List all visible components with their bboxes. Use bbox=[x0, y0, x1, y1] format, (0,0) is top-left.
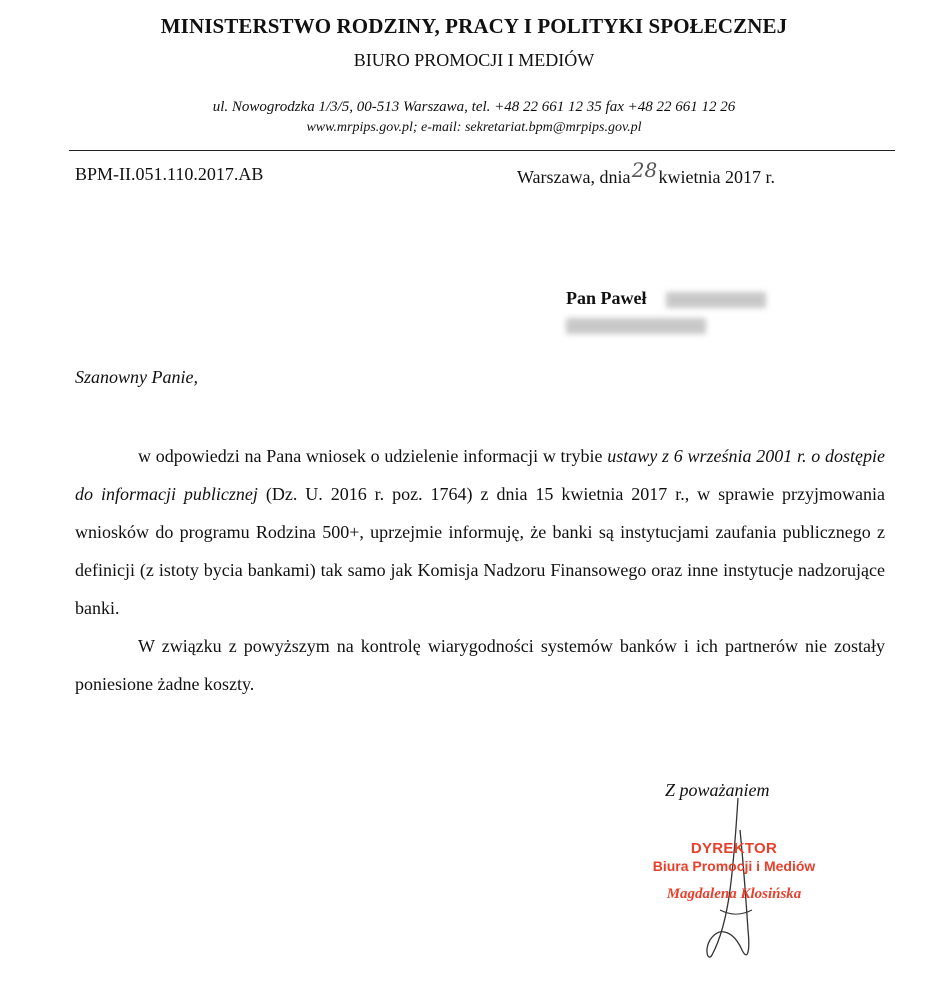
body-paragraph-2: W związku z powyższym na kontrolę wiarygodności systemów banków i ich partnerów nie zostały poniesione żadne koszty. bbox=[75, 636, 885, 694]
stamp-signatory: Magdalena Klosińska bbox=[666, 886, 802, 902]
closing: Z poważaniem bbox=[665, 780, 770, 800]
office-name: BIURO PROMOCJI I MEDIÓW bbox=[353, 50, 595, 70]
office-address: ul. Nowogrodzka 1/3/5, 00-513 Warszawa, tel. +48 22 661 12 35 fax +48 22 661 12 26 bbox=[212, 99, 736, 115]
reference-number: BPM-II.051.110.2017.AB bbox=[75, 164, 264, 184]
body-paragraph-1: w odpowiedzi na Pana wniosek o udzielenie informacji w trybie ustawy z 6 września 2001 r. o dostępie do informacji publicznej (Dz. U. 2016 r. poz. 1764) z dnia 15 kwietnia 2017 r., w sprawie przyjmowania wniosków do programu Rodzina 500+, uprzejmie informuję, że banki są instytucjami zaufania publicznego z definicji (z istoty bycia bankami) tak samo jak Komisja Nadzoru Finansowego oraz inne instytucje nadzorujące banki. bbox=[75, 446, 886, 618]
recipient-name: Pan Paweł bbox=[566, 288, 647, 308]
office-contact: www.mrpips.gov.pl; e-mail: sekretariat.bpm@mrpips.gov.pl bbox=[306, 120, 642, 135]
stamp-unit: Biura Promocji i Mediów bbox=[652, 858, 816, 874]
law-citation: ustawy z 6 września 2001 r. o dostępie do informacji publicznej bbox=[75, 446, 886, 504]
ministry-name: MINISTERSTWO RODZINY, PRACY I POLITYKI SPOŁECZNEJ bbox=[160, 14, 788, 38]
letter-date bbox=[517, 158, 775, 188]
redacted-address bbox=[566, 318, 706, 334]
date-prefix: Warszawa, dnia bbox=[517, 167, 631, 187]
letter-body bbox=[75, 437, 885, 703]
redacted-surname bbox=[666, 292, 766, 308]
salutation: Szanowny Panie, bbox=[75, 367, 198, 387]
official-stamp bbox=[630, 840, 838, 903]
date-suffix: kwietnia 2017 r. bbox=[658, 167, 775, 187]
letterhead-divider bbox=[69, 150, 895, 151]
stamp-title: DYREKTOR bbox=[690, 840, 778, 857]
date-day-handwritten: 28 bbox=[631, 158, 658, 182]
